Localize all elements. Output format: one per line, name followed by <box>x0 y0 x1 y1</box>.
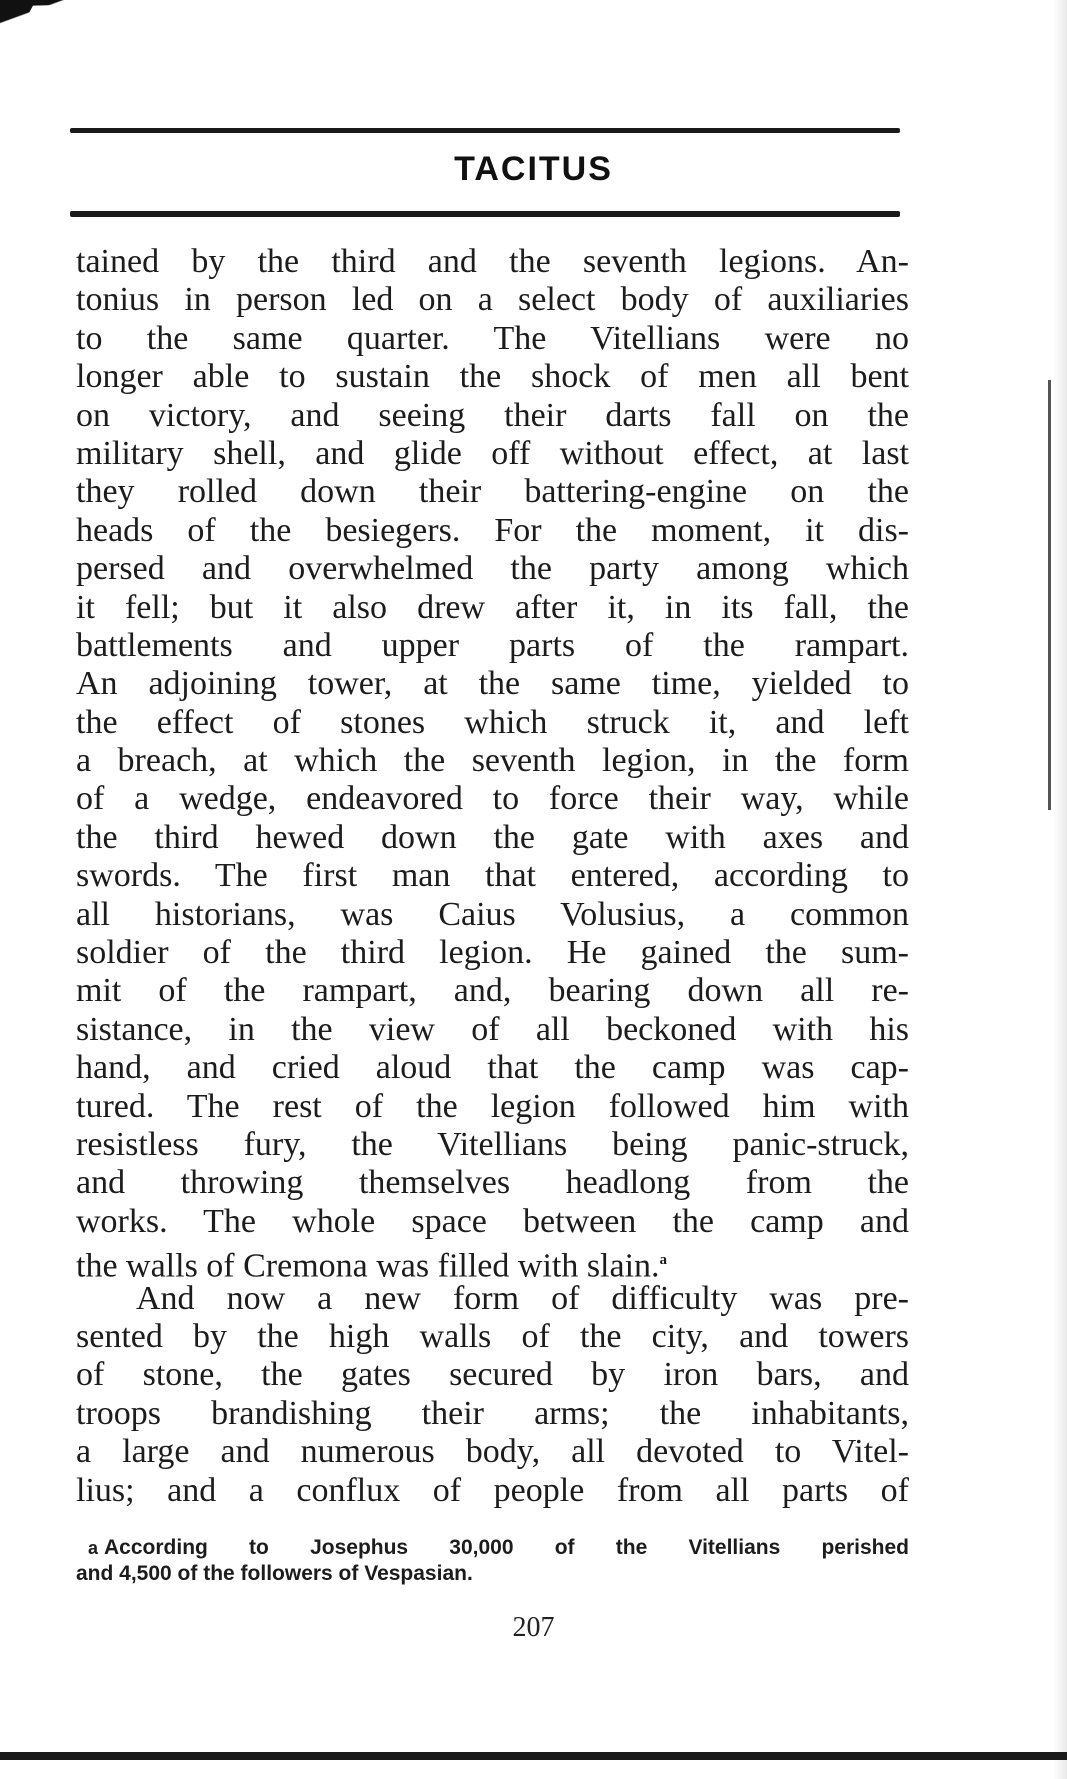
text-line: sistance, in the view of all beckoned with his <box>76 1010 909 1048</box>
text-line: of a wedge, endeavored to force their way, while <box>76 780 909 818</box>
text-line: military shell, and glide off without effect, at last <box>76 434 909 472</box>
text-line: and throwing themselves headlong from the <box>76 1164 909 1202</box>
paragraph-start-line: And now a new form of difficulty was pre- <box>136 1279 909 1317</box>
page-number: 207 <box>512 1612 555 1643</box>
footnote-line: and 4,500 of the followers of Vespasian. <box>76 1562 473 1585</box>
text-line: resistless fury, the Vitellians being panic-struck, <box>76 1125 909 1163</box>
text-line: all historians, was Caius Volusius, a common <box>76 895 909 933</box>
header-rule-top <box>70 128 900 133</box>
text-line: works. The whole space between the camp and <box>76 1202 909 1240</box>
text-line: on victory, and seeing their darts fall on the <box>76 396 909 434</box>
text-line: An adjoining tower, at the same time, yielded to <box>76 665 909 703</box>
text-line: battlements and upper parts of the rampart. <box>76 626 909 664</box>
text-line: it fell; but it also drew after it, in its fall, the <box>76 588 909 626</box>
footnote-marker: a <box>88 1538 99 1558</box>
text-line: tonius in person led on a select body of auxiliaries <box>76 281 909 319</box>
page-edge-shadow <box>1053 0 1067 1779</box>
header-rule-bottom <box>70 211 900 217</box>
footnote-line <box>76 1535 909 1561</box>
text-line: hand, and cried aloud that the camp was cap- <box>76 1049 909 1087</box>
text-line: the third hewed down the gate with axes and <box>76 818 909 856</box>
text-line: soldier of the third legion. He gained the sum- <box>76 934 909 972</box>
text-line: tained by the third and the seventh legions. An- <box>76 243 909 280</box>
text-line-with-footnote-ref <box>76 1241 909 1285</box>
text-line: tured. The rest of the legion followed him with <box>76 1087 909 1125</box>
text-line: swords. The first man that entered, according to <box>76 857 909 895</box>
margin-mark <box>1048 380 1051 810</box>
text-line: the effect of stones which struck it, and left <box>76 703 909 741</box>
text-line: of stone, the gates secured by iron bars, and <box>76 1356 909 1394</box>
page-bottom-edge <box>0 1752 1067 1760</box>
text-line: a large and numerous body, all devoted to Vitel- <box>76 1433 909 1471</box>
text-line: persed and overwhelmed the party among which <box>76 550 909 588</box>
running-head: TACITUS <box>454 150 613 188</box>
body-text <box>76 243 909 1510</box>
text-line: heads of the besiegers. For the moment, it dis- <box>76 511 909 549</box>
text-line: longer able to sustain the shock of men all bent <box>76 358 909 396</box>
text-line: a breach, at which the seventh legion, in the form <box>76 742 909 780</box>
text-line: the walls of Cremona was filled with slain. <box>76 1247 660 1285</box>
text-line: to the same quarter. The Vitellians were no <box>76 319 909 357</box>
footnote <box>76 1535 909 1587</box>
text-line: sented by the high walls of the city, and towers <box>76 1317 909 1355</box>
text-line: mit of the rampart, and, bearing down all re- <box>76 972 909 1010</box>
text-line: troops brandishing their arms; the inhabitants, <box>76 1394 909 1432</box>
scan-corner-artifact <box>0 0 150 70</box>
text-line: lius; and a conflux of people from all parts of <box>76 1471 909 1509</box>
footnote-reference: a <box>659 1252 668 1269</box>
footnote-text: According to Josephus 30,000 of the Vitellians perished <box>104 1536 909 1559</box>
text-line: they rolled down their battering-engine on the <box>76 473 909 511</box>
